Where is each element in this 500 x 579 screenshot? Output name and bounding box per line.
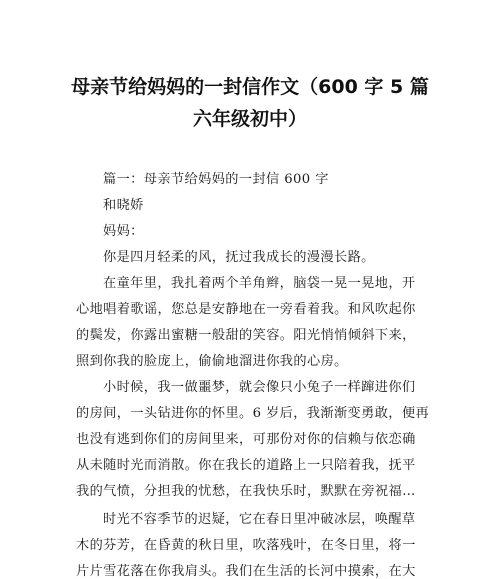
paragraph-line: 的鬓发，你露出蜜糖一般甜的笑容。阳光悄悄倾斜下来，	[76, 328, 416, 343]
paragraph-line: 在童年里，我扎着两个羊角辫，脑袋一晃一晃地，开	[103, 276, 416, 291]
paragraph-line: 照到你我的脸庞上，偷偷地溜进你我的心房。	[76, 354, 348, 369]
paragraph-line: 木的芬芳，在昏黄的秋日里，吹落残叶，在冬日里，将一	[76, 538, 416, 553]
paragraph-line: 也没有逃到你们的房间里来，可那份对你的信赖与依恋确	[76, 432, 416, 447]
paragraph-line: 片片雪花落在你我肩头。我们在生活的长河中摸索，在大	[76, 564, 416, 579]
paragraph-line: 你是四月轻柔的风，抚过我成长的漫漫长路。	[103, 250, 375, 265]
paragraph-line: 我的气愤，分担我的忧愁，在我快乐时，默默在旁祝福…	[76, 484, 416, 499]
section-heading: 篇一：母亲节给妈妈的一封信 600 字	[103, 172, 329, 187]
document-title-line-2: 六年级初中）	[192, 108, 307, 130]
paragraph-line: 心地唱着歌谣，您总是安静地在一旁看着我。和风吹起你	[76, 302, 416, 317]
salutation: 妈妈：	[103, 224, 144, 239]
paragraph-line: 的房间，一头钻进你的怀里。6 岁后，我渐渐变勇敢，便再	[76, 406, 430, 421]
document-title-line-1: 母亲节给妈妈的一封信作文（600 字 5 篇	[71, 76, 429, 98]
paragraph-line: 时光不容季节的迟疑，它在春日里冲破冰层，唤醒草	[103, 512, 416, 527]
author-name: 和晓娇	[103, 198, 144, 213]
paragraph-line: 小时候，我一做噩梦，就会像只小兔子一样蹿进你们	[103, 380, 416, 395]
paragraph-line: 从未随时光而消散。你在我长的道路上一只陪着我，抚平	[76, 458, 416, 473]
